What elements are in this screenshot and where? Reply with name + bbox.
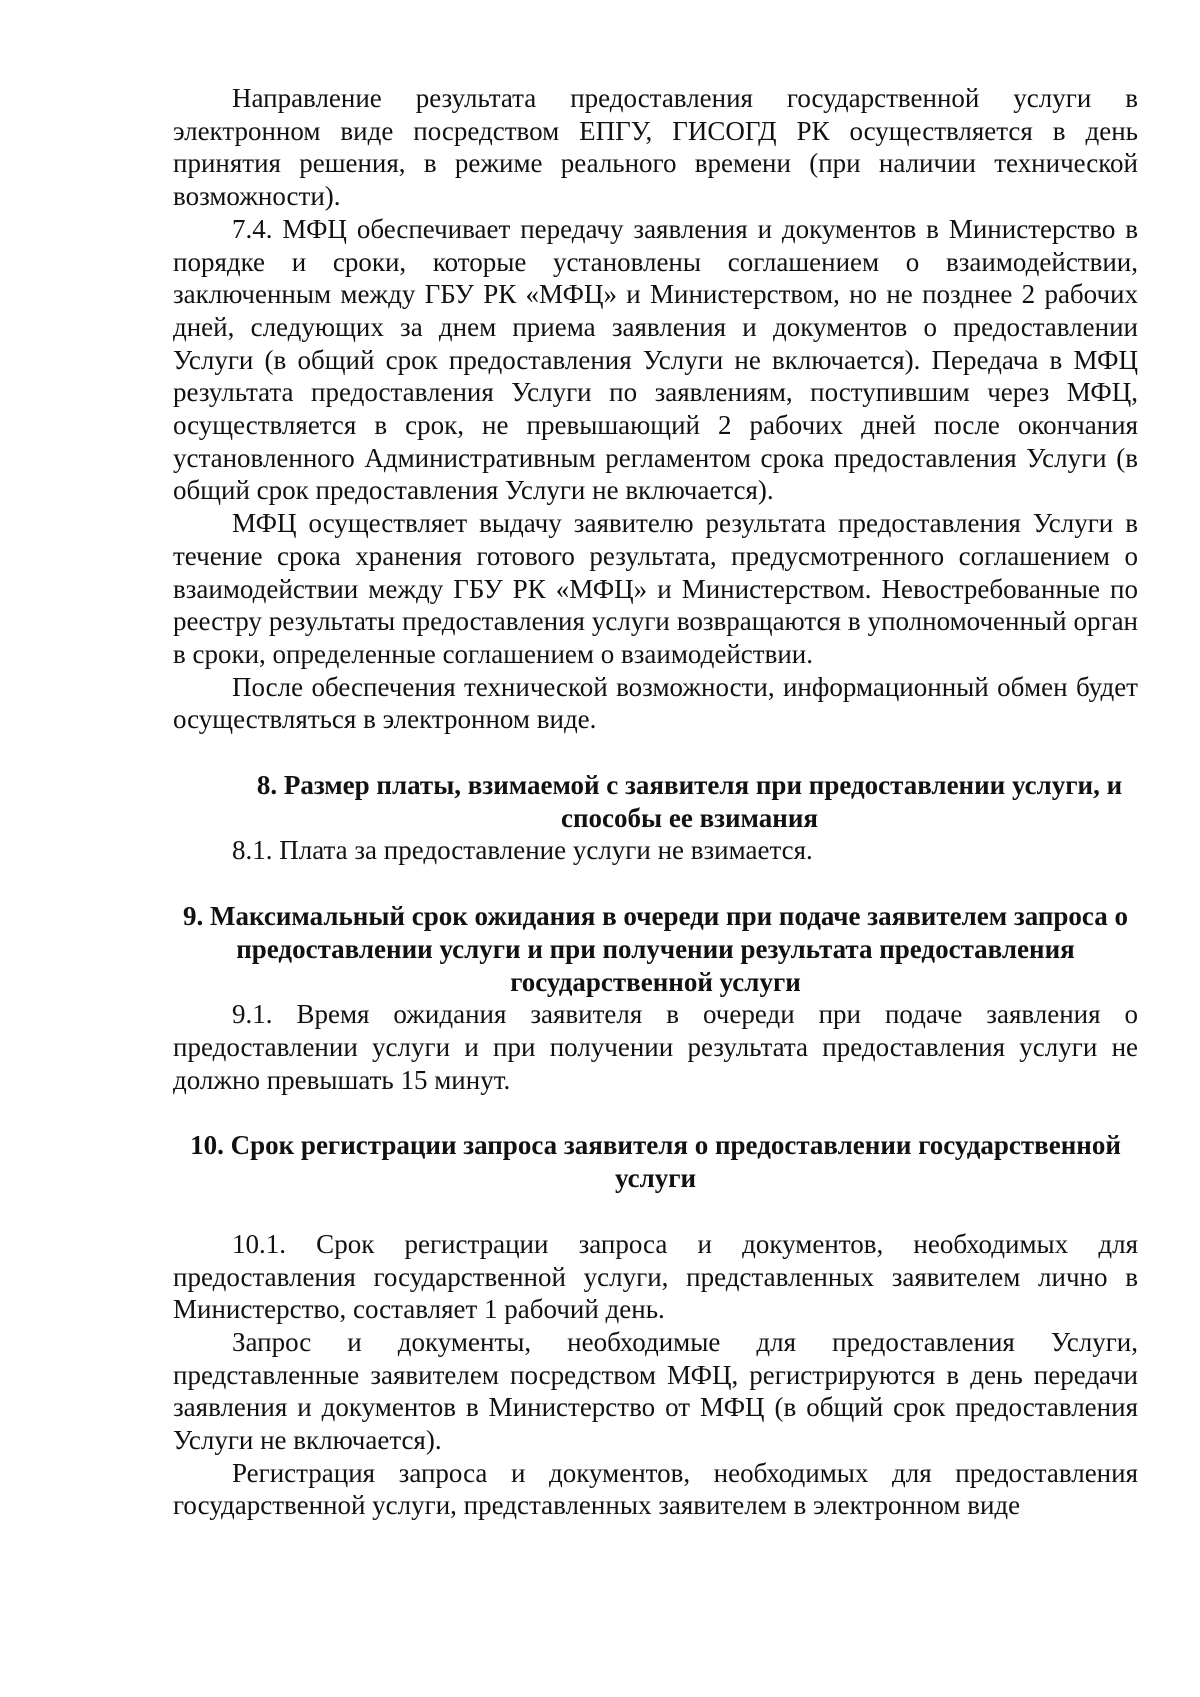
paragraph-mfc-issue: МФЦ осуществляет выдачу заявителю результата предоставления Услуги в течение срока хранения готового результата, предусмотренного соглашением о взаимодействии между ГБУ РК «МФЦ» и Министерством. Невостребованные по реестру результаты предоставления услуги возвращаются в уполномоченный орган в сроки, определенные соглашением о взаимодействии.: [173, 508, 1138, 669]
paragraph-7-4: 7.4. МФЦ обеспечивает передачу заявления и документов в Министерство в порядке и сроки, которые установлены соглашением о взаимодействии, заключенным между ГБУ РК «МФЦ» и Министерством, но не позднее 2 рабочих дней, следующих за днем приема заявления и документов о предоставлении Услуги (в общий срок предоставления Услуги не включается). Передача в МФЦ результата предоставления Услуги по заявлениям, поступившим через МФЦ, осуществляется в срок, не превышающий 2 рабочих дней после окончания установленного Административным регламентом срока предоставления Услуги (в общий срок предоставления Услуги не включается).: [173, 213, 1138, 506]
section-8-heading: 8. Размер платы, взимаемой с заявителя при предоставлении услуги, и способы ее взимания: [256, 770, 1123, 833]
paragraph-mfc-registration: Запрос и документы, необходимые для предоставления Услуги, представленные заявителем посредством МФЦ, регистрируются в день передачи заявления и документов в Министерство от МФЦ (в общий срок предоставления Услуги не включается).: [173, 1326, 1138, 1456]
paragraph-epgu-result: Направление результата предоставления государственной услуги в электронном виде посредством ЕПГУ, ГИСОГД РК осуществляется в день принятия решения, в режиме реального времени (при наличии технической возможности).: [173, 83, 1138, 212]
paragraph-8-1: 8.1. Плата за предоставление услуги не взимается.: [232, 835, 813, 866]
paragraph-9-1: 9.1. Время ожидания заявителя в очереди при подаче заявления о предоставлении услуги и при получении результата предоставления услуги не должно превышать 15 минут.: [173, 999, 1138, 1095]
paragraph-electronic-registration: Регистрация запроса и документов, необходимых для предоставления государственной услуги, представленных заявителем в электронном виде: [173, 1457, 1138, 1521]
section-9-heading: 9. Максимальный срок ожидания в очереди при подаче заявителем запроса о предоставлении услуги и при получении результата предоставления государственной услуги: [182, 901, 1128, 997]
paragraph-info-exchange: После обеспечения технической возможности, информационный обмен будет осуществляться в электронном виде.: [173, 671, 1138, 735]
section-10-heading: 10. Срок регистрации запроса заявителя о предоставлении государственной услуги: [190, 1130, 1121, 1194]
paragraph-10-1: 10.1. Срок регистрации запроса и документов, необходимых для предоставления государственной услуги, представленных заявителем лично в Министерство, составляет 1 рабочий день.: [173, 1228, 1138, 1325]
document-body: [173, 82, 1138, 1522]
